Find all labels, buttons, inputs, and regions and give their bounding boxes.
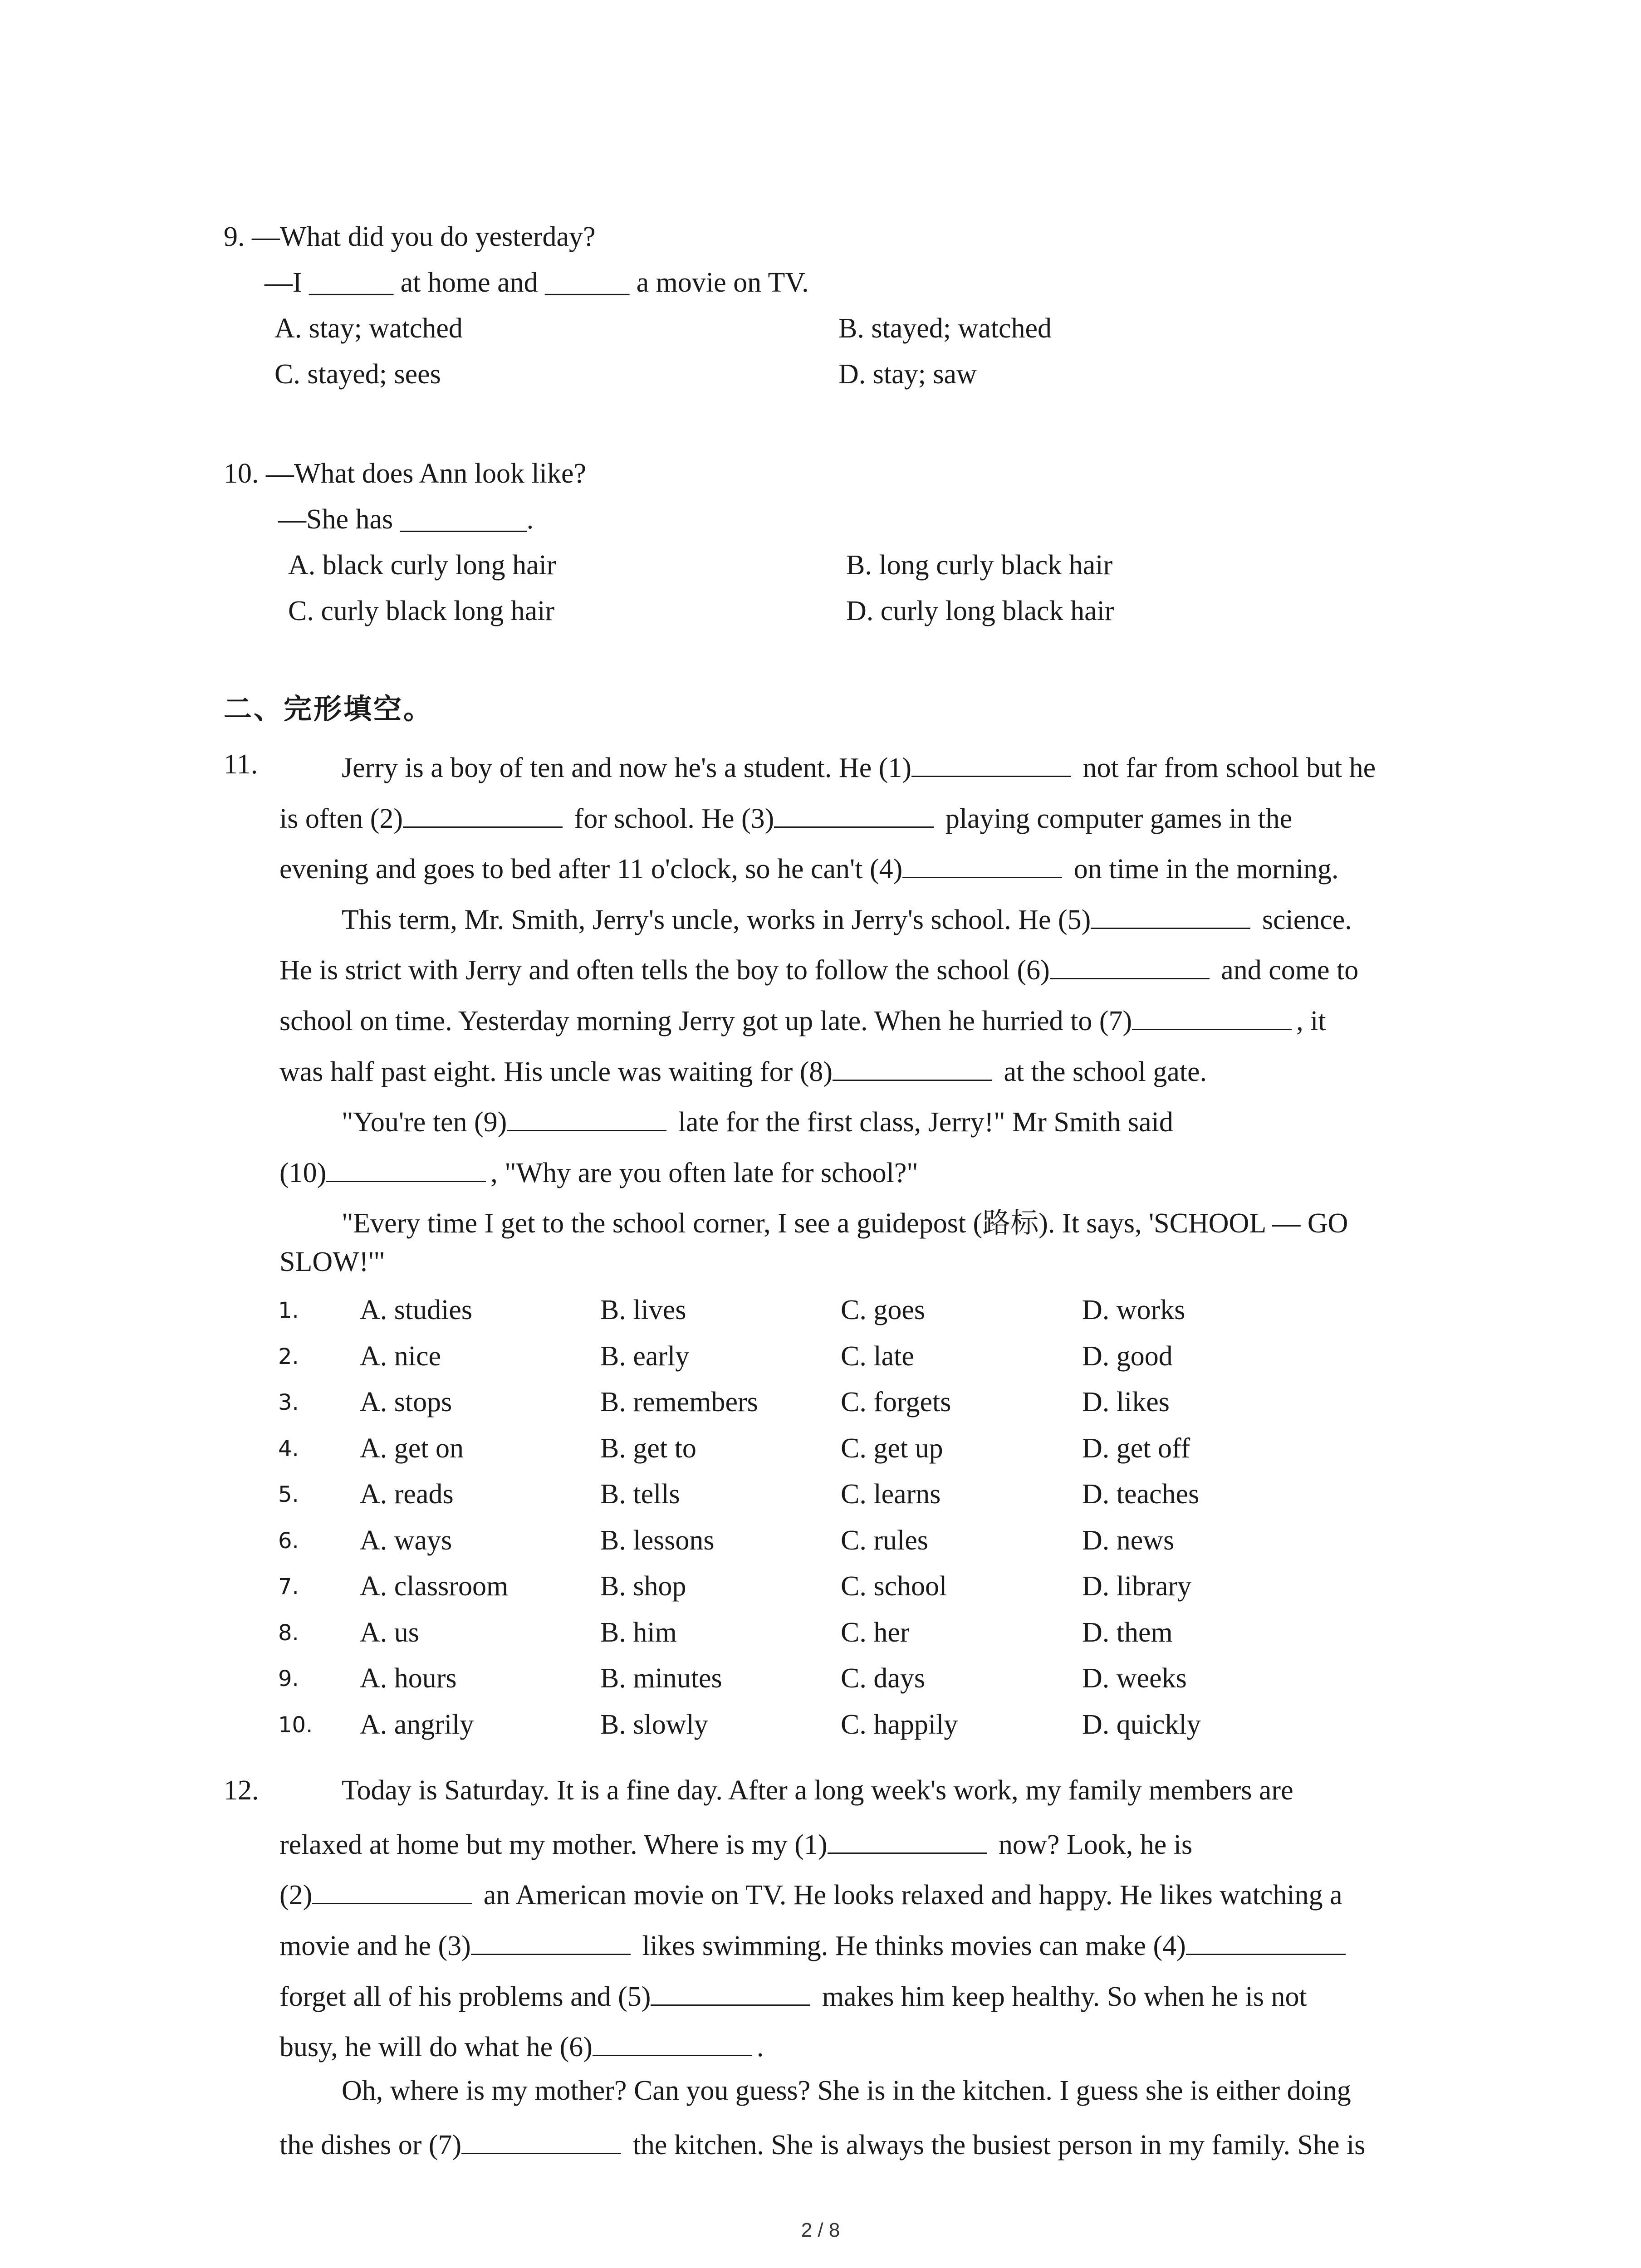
passage-text: relaxed at home but my mother. Where is my (1) [279, 1829, 828, 1860]
passage-line [342, 748, 1376, 784]
option-b[interactable]: B. tells [600, 1479, 680, 1510]
question-9-prompt: 9. —What did you do yesterday? [224, 221, 596, 252]
option-b[interactable]: B. lives [600, 1295, 686, 1325]
option-c[interactable]: C. get up [841, 1432, 943, 1464]
option-b[interactable]: B. remembers [600, 1387, 758, 1418]
choice-number: 8. [278, 1620, 299, 1646]
question-10 [224, 451, 1471, 634]
passage-line [279, 850, 1339, 885]
option-c[interactable]: C. happily [841, 1709, 958, 1740]
choice-row [224, 1662, 1267, 1709]
option-c[interactable]: C. days [841, 1663, 925, 1694]
option-b[interactable]: B. lessons [600, 1525, 715, 1556]
answer-blank[interactable] [774, 799, 934, 828]
choice-number: 9. [278, 1666, 299, 1691]
option-d[interactable]: D. likes [1082, 1387, 1170, 1418]
choice-row [224, 1617, 1267, 1663]
question-12-number: 12. [224, 1775, 259, 1806]
passage-text: , "Why are you often late for school?" [490, 1158, 918, 1188]
choice-number: 3. [278, 1390, 299, 1415]
passage-line [279, 2126, 1365, 2161]
answer-blank[interactable] [326, 1154, 486, 1182]
answer-blank[interactable] [911, 748, 1071, 777]
option-b[interactable]: B. early [600, 1340, 690, 1372]
passage-line [279, 1002, 1326, 1037]
passage-line: "Every time I get to the school corner, I see a guidepost (路标). It says, 'SCHOOL — GO [342, 1208, 1348, 1239]
option-c[interactable]: C. rules [841, 1525, 928, 1556]
option-d[interactable]: D. them [1082, 1617, 1173, 1648]
passage-text: playing computer games in the [945, 803, 1293, 834]
answer-blank[interactable] [403, 799, 563, 828]
passage-text: , it [1296, 1006, 1326, 1036]
option-a[interactable]: A. hours [360, 1663, 457, 1694]
question-11-number: 11. [224, 749, 258, 780]
passage-text: and come to [1221, 955, 1359, 986]
passage-text: was half past eight. His uncle was waiting for (8) [279, 1056, 833, 1087]
option-d[interactable]: D. curly long black hair [846, 596, 1114, 626]
option-d[interactable]: D. stay; saw [838, 359, 977, 390]
passage-text: science. [1262, 904, 1352, 935]
answer-blank[interactable] [507, 1103, 666, 1131]
passage-line [279, 951, 1358, 987]
option-b[interactable]: B. shop [600, 1571, 686, 1602]
choice-number: 10. [278, 1712, 313, 1738]
option-c[interactable]: C. learns [841, 1479, 941, 1510]
passage-line [279, 1825, 1192, 1861]
passage-text: school on time. Yesterday morning Jerry got up late. When he hurried to (7) [279, 1006, 1132, 1036]
question-10-options-row-1 [224, 543, 1471, 588]
passage-text: an American movie on TV. He looks relaxed and happy. He likes watching a [483, 1880, 1342, 1911]
choice-row [224, 1340, 1267, 1387]
option-c[interactable]: C. school [841, 1571, 947, 1602]
answer-blank[interactable] [1186, 1926, 1346, 1955]
option-c[interactable]: C. forgets [841, 1387, 951, 1418]
passage-text: on time in the morning. [1073, 854, 1339, 885]
passage-text: He is strict with Jerry and often tells the boy to follow the school (6) [279, 955, 1050, 986]
passage-line [342, 900, 1352, 936]
choice-number: 5. [278, 1482, 299, 1507]
answer-blank[interactable] [471, 1926, 631, 1955]
passage-text: forget all of his problems and (5) [279, 1981, 651, 2012]
passage-line [279, 1876, 1342, 1911]
option-a[interactable]: A. studies [360, 1295, 472, 1325]
choice-number: 7. [278, 1574, 299, 1599]
option-b[interactable]: B. stayed; watched [838, 313, 1052, 344]
choice-row [224, 1525, 1267, 1571]
passage-line [279, 1052, 1207, 1088]
question-10-answer-line: —She has _________. [278, 504, 534, 535]
answer-blank[interactable] [1091, 900, 1250, 929]
passage-line [279, 799, 1292, 835]
answer-blank[interactable] [902, 850, 1062, 878]
passage-text: Jerry is a boy of ten and now he's a student. He (1) [342, 753, 912, 783]
choice-number: 1. [278, 1298, 299, 1323]
passage-line [279, 1977, 1307, 2013]
passage-text: makes him keep healthy. So when he is not [822, 1981, 1307, 2012]
choice-number: 4. [278, 1436, 299, 1461]
answer-blank[interactable] [833, 1052, 992, 1081]
answer-blank[interactable] [461, 2126, 621, 2154]
option-b[interactable]: B. him [600, 1617, 677, 1648]
option-a[interactable]: A. ways [360, 1525, 452, 1556]
answer-blank[interactable] [1132, 1002, 1292, 1030]
option-a[interactable]: A. get on [360, 1432, 464, 1464]
passage-text: likes swimming. He thinks movies can make (4) [642, 1931, 1186, 1961]
answer-blank[interactable] [1050, 951, 1210, 979]
passage-line [279, 1154, 918, 1189]
option-a[interactable]: A. reads [360, 1479, 454, 1510]
question-10-options-row-2 [224, 588, 1471, 634]
question-9-options-row-2 [224, 352, 1471, 397]
option-c[interactable]: C. late [841, 1340, 914, 1372]
choice-row [224, 1294, 1267, 1340]
option-d[interactable]: D. library [1082, 1571, 1192, 1602]
option-a[interactable]: A. stay; watched [274, 313, 463, 344]
choice-row [224, 1570, 1267, 1617]
passage-text: late for the first class, Jerry!" Mr Smith said [678, 1107, 1173, 1138]
passage-text: for school. He (3) [574, 803, 774, 834]
passage-text: is often (2) [279, 803, 403, 834]
option-a[interactable]: A. stops [360, 1387, 452, 1418]
option-d[interactable]: D. quickly [1082, 1709, 1201, 1740]
passage-text: not far from school but he [1083, 753, 1376, 783]
option-b[interactable]: B. slowly [600, 1709, 708, 1740]
page-number: 2 / 8 [801, 2219, 840, 2241]
option-c[interactable]: C. curly black long hair [288, 596, 555, 626]
choice-row [224, 1478, 1267, 1525]
passage-text: the kitchen. She is always the busiest person in my family. She is [632, 2130, 1366, 2160]
passage-text: This term, Mr. Smith, Jerry's uncle, works in Jerry's school. He (5) [342, 904, 1091, 935]
choice-row [224, 1709, 1267, 1755]
passage-text: now? Look, he is [999, 1829, 1193, 1860]
question-9-answer-line: —I ______ at home and ______ a movie on TV. [265, 267, 809, 298]
passage-text: the dishes or (7) [279, 2130, 462, 2160]
passage-text: evening and goes to bed after 11 o'clock, so he can't (4) [279, 854, 903, 885]
question-9-options-row-1 [224, 306, 1471, 352]
passage-text: busy, he will do what he (6) [279, 2032, 593, 2063]
option-a[interactable]: A. classroom [360, 1571, 509, 1602]
passage-text: "You're ten (9) [342, 1107, 507, 1138]
option-a[interactable]: A. angrily [360, 1709, 474, 1740]
passage-text: (10) [279, 1158, 327, 1188]
option-a[interactable]: A. us [360, 1617, 419, 1648]
option-d[interactable]: D. news [1082, 1525, 1175, 1556]
question-11-choices [224, 1294, 1267, 1755]
answer-blank[interactable] [593, 2028, 752, 2056]
option-a[interactable]: A. black curly long hair [288, 550, 556, 581]
answer-blank[interactable] [651, 1977, 810, 2006]
option-c[interactable]: C. stayed; sees [274, 359, 441, 390]
passage-text: at the school gate. [1004, 1056, 1207, 1087]
option-c[interactable]: C. goes [841, 1295, 925, 1325]
passage-line [342, 1103, 1173, 1139]
passage-text: movie and he (3) [279, 1931, 471, 1961]
passage-line [279, 2028, 764, 2063]
section-heading-cloze: 二、完形填空。 [224, 692, 434, 725]
question-9 [224, 214, 1471, 397]
option-d[interactable]: D. works [1082, 1295, 1185, 1325]
passage-text: (2) [279, 1880, 313, 1911]
option-d[interactable]: D. weeks [1082, 1663, 1187, 1694]
question-10-prompt: 10. —What does Ann look like? [224, 458, 586, 489]
option-c[interactable]: C. her [841, 1617, 910, 1648]
option-d[interactable]: D. teaches [1082, 1479, 1200, 1510]
option-b[interactable]: B. get to [600, 1432, 696, 1464]
option-b[interactable]: B. minutes [600, 1663, 722, 1694]
passage-line: Today is Saturday. It is a fine day. After a long week's work, my family members are [342, 1775, 1293, 1806]
answer-blank[interactable] [312, 1876, 472, 1904]
passage-line: Oh, where is my mother? Can you guess? She is in the kitchen. I guess she is either doing [342, 2075, 1351, 2106]
choice-row [224, 1432, 1267, 1479]
passage-line: SLOW!'" [279, 1246, 385, 1277]
passage-line [279, 1926, 1350, 1962]
choice-number: 6. [278, 1528, 299, 1554]
option-d[interactable]: D. get off [1082, 1432, 1190, 1464]
option-a[interactable]: A. nice [360, 1340, 441, 1372]
answer-blank[interactable] [828, 1825, 987, 1854]
option-b[interactable]: B. long curly black hair [846, 550, 1113, 581]
option-d[interactable]: D. good [1082, 1340, 1173, 1372]
passage-text: . [756, 2032, 764, 2063]
choice-row [224, 1386, 1267, 1432]
choice-number: 2. [278, 1344, 299, 1369]
